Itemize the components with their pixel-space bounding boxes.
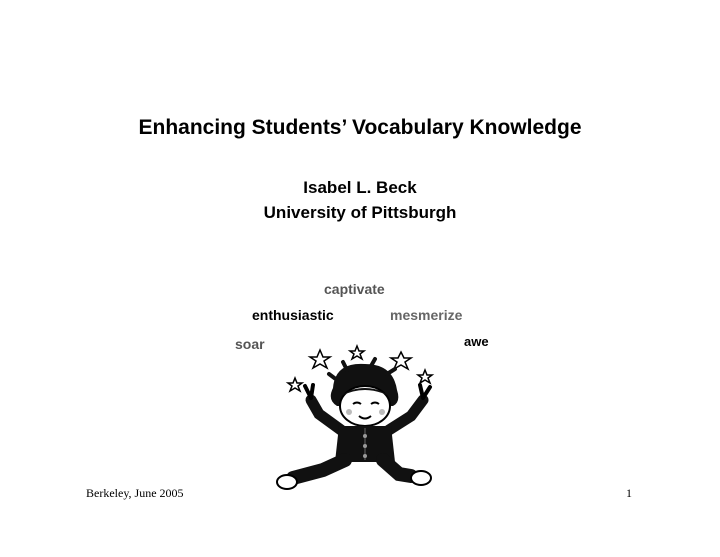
word-mesmerize: mesmerize: [390, 307, 463, 323]
footer-date: Berkeley, June 2005: [86, 486, 184, 500]
word-enthusiastic: enthusiastic: [252, 307, 334, 323]
word-awe: awe: [464, 334, 489, 349]
excited-boy-icon: [275, 340, 445, 495]
word-captivate: captivate: [324, 281, 385, 297]
slide-title: Enhancing Students’ Vocabulary Knowledge: [138, 116, 582, 139]
author-affiliation: University of Pittsburgh: [263, 203, 457, 222]
author-block: [0, 175, 720, 225]
author-name: Isabel L. Beck: [303, 178, 417, 197]
page-number: 1: [626, 486, 632, 500]
word-soar: soar: [235, 336, 265, 352]
